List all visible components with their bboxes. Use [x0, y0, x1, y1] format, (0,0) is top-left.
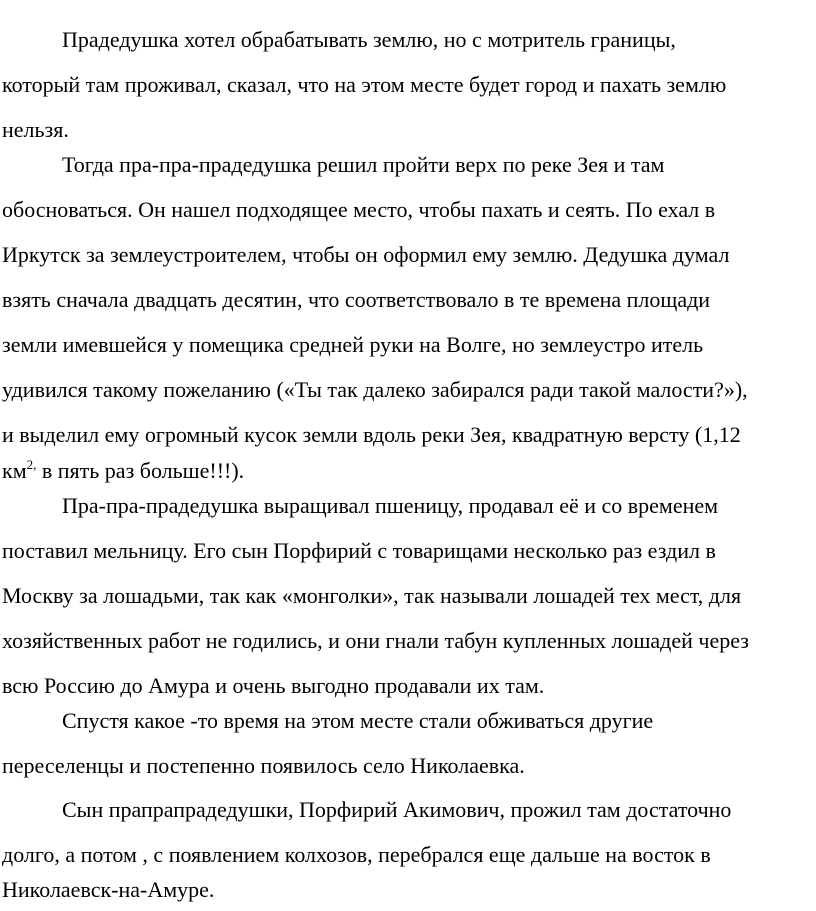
text-line: Пра-пра-прадедушка выращивал пшеницу, продавал её и со временем — [62, 493, 719, 518]
text-line: земли имевшейся у помещика средней руки на Волге, но землеустро итель — [2, 332, 704, 357]
text-line: переселенцы и постепенно появилось село Николаевка. — [2, 753, 525, 778]
text-line: Николаевск-на-Амуре. — [2, 877, 215, 902]
text-line: Москву за лошадьми, так как «монголки», так называли лошадей тех мест, для — [2, 583, 742, 608]
text-line: и выделил ему огромный кусок земли вдоль реки Зея, квадратную версту (1,12 — [2, 422, 741, 447]
superscript-text: 2, — [26, 457, 37, 472]
text-line: Сын прапрапрадедушки, Порфирий Акимович, прожил там достаточно — [62, 797, 732, 822]
text-line: Тогда пра-пра-прадедушка решил пройти верх по реке Зея и там — [62, 152, 665, 177]
text-line: всю Россию до Амура и очень выгодно продавали их там. — [2, 673, 545, 698]
text-line: Иркутск за землеустроителем, чтобы он оформил ему землю. Дедушка думал — [2, 242, 730, 267]
unit-text: км — [2, 458, 27, 483]
text-line: взять сначала двадцать десятин, что соответствовало в те времена площади — [2, 287, 711, 312]
text-line — [2, 458, 244, 484]
text-line: Спустя какое -то время на этом месте стали обживаться другие — [62, 708, 654, 733]
text-line: удивился такому пожеланию («Ты так далеко забирался ради такой малости?»), — [2, 377, 748, 402]
text-line: нельзя. — [2, 117, 69, 142]
text-line: который там проживал, сказал, что на этом месте будет город и пахать землю — [2, 72, 727, 97]
text-line: обосноваться. Он нашел подходящее место, чтобы пахать и сеять. По ехал в — [2, 197, 716, 222]
text-line: поставил мельницу. Его сын Порфирий с товарищами несколько раз ездил в — [2, 538, 716, 563]
line-tail-text: в пять раз больше!!!). — [36, 458, 245, 483]
text-line: хозяйственных работ не годились, и они гнали табун купленных лошадей через — [2, 628, 749, 653]
text-line: долго, а потом , с появлением колхозов, перебрался еще дальше на восток в — [2, 842, 711, 867]
text-line: Прадедушка хотел обрабатывать землю, но с мотритель границы, — [62, 27, 676, 52]
